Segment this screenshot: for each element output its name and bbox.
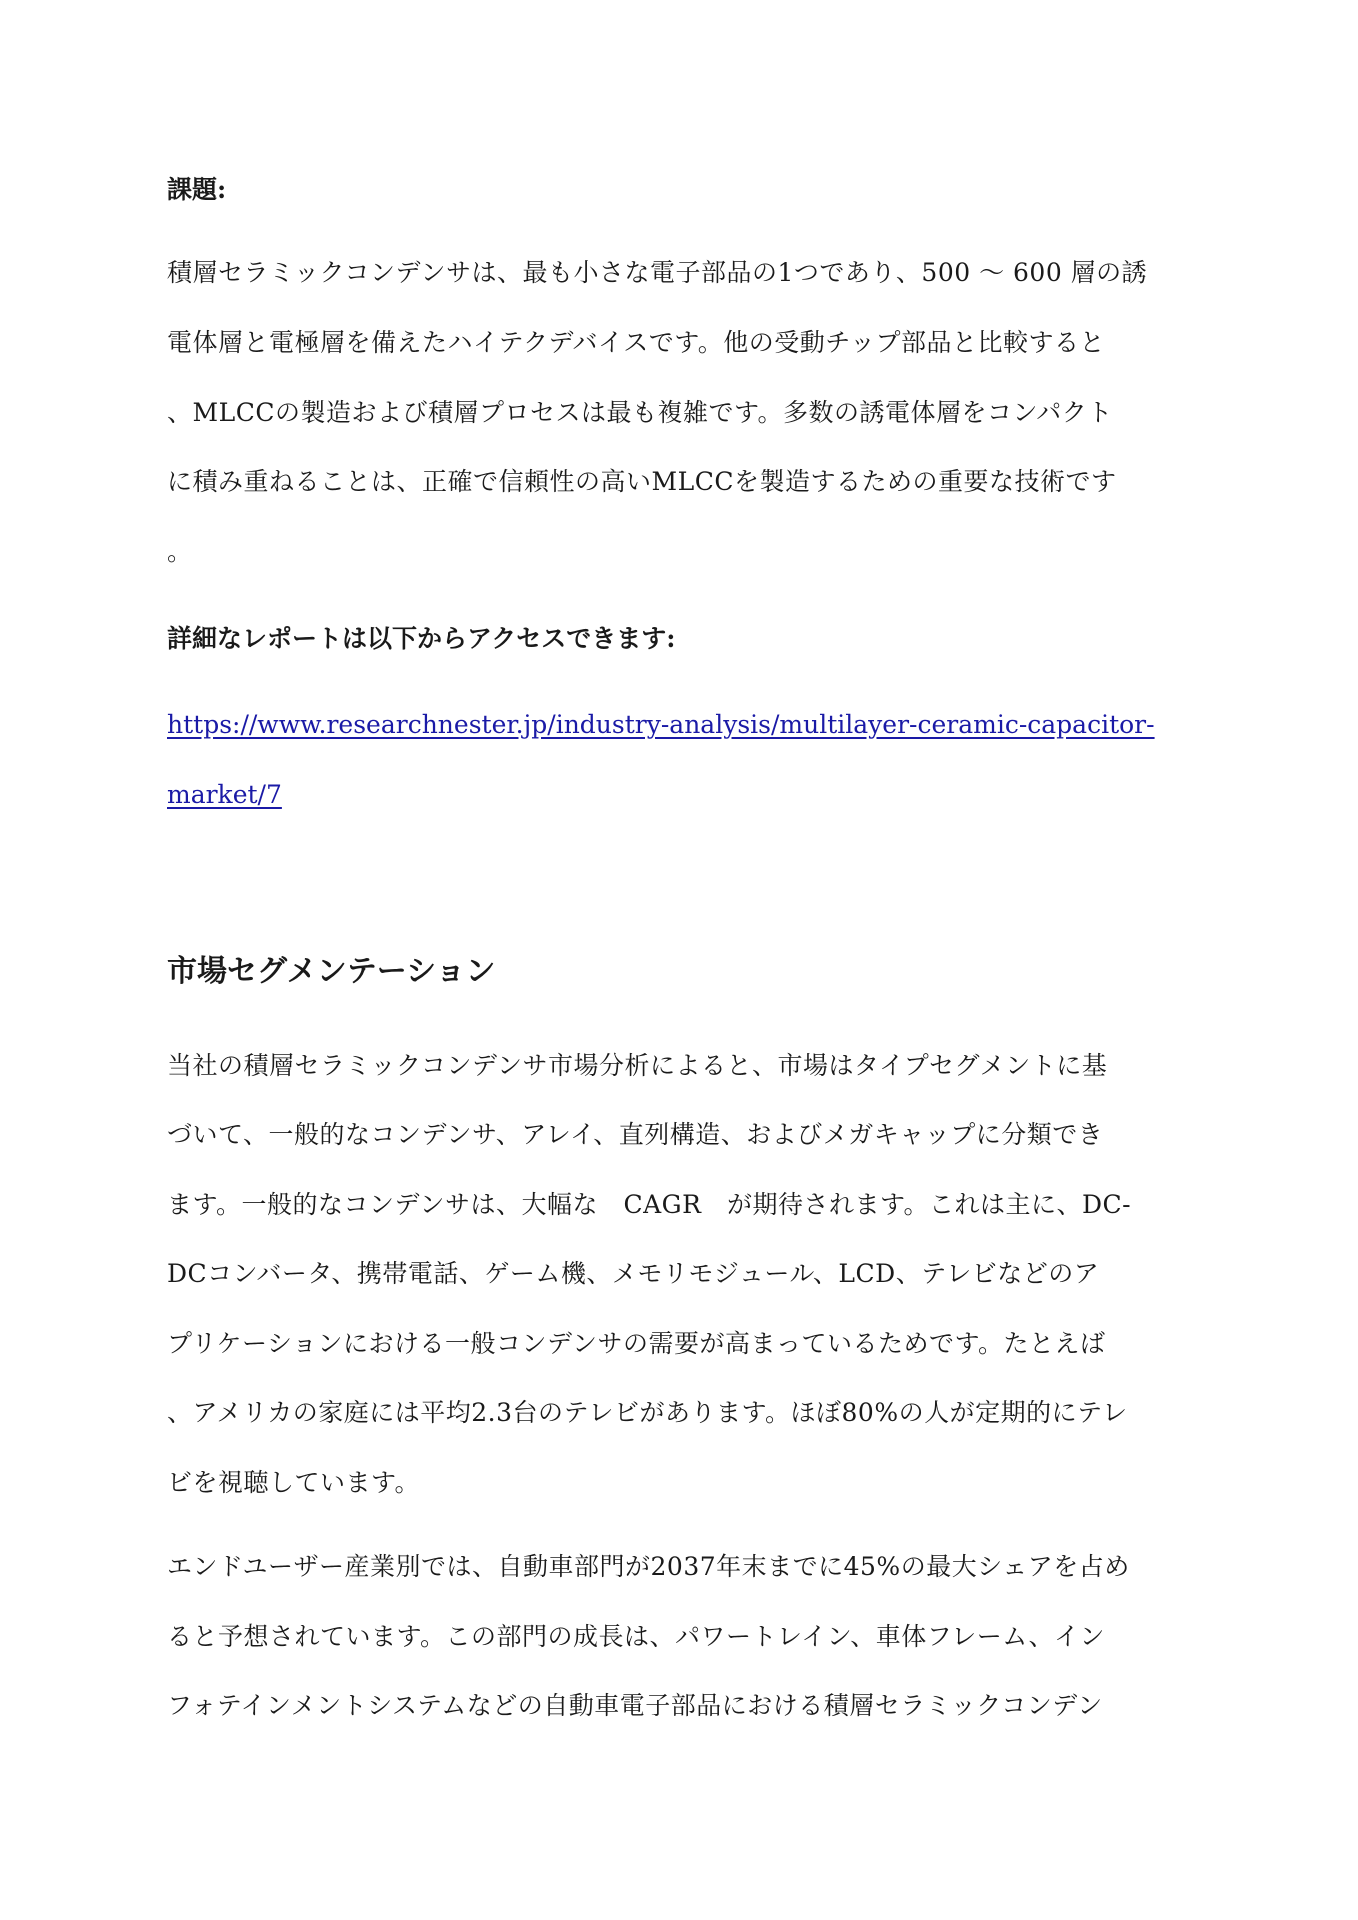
report-link-line-2[interactable]: market/7: [167, 780, 282, 809]
issue-line-4: に積み重ねることは、正確で信頼性の高いMLCCを製造するための重要な技術です: [167, 467, 1117, 496]
segmentation-p1-line-4: DCコンバータ、携帯電話、ゲーム機、メモリモジュール、LCD、テレビなどのア: [167, 1259, 1100, 1288]
segmentation-p1-line-3: ます。一般的なコンデンサは、大幅な CAGR が期待されます。これは主に、DC-: [167, 1190, 1132, 1219]
issue-line-1: 積層セラミックコンデンサは、最も小さな電子部品の1つであり、500 〜 600 層の誘: [167, 258, 1148, 287]
segmentation-p1-line-6: 、アメリカの家庭には平均2.3台のテレビがあります。ほぼ80%の人が定期的にテレ: [167, 1398, 1128, 1427]
segmentation-p1-line-1: 当社の積層セラミックコンデンサ市場分析によると、市場はタイプセグメントに基: [167, 1051, 1108, 1080]
segmentation-heading: 市場セグメンテーション: [167, 954, 496, 989]
segmentation-p2-line-3: フォテインメントシステムなどの自動車電子部品における積層セラミックコンデン: [167, 1691, 1103, 1720]
segmentation-p1-line-7: ビを視聴しています。: [167, 1468, 421, 1497]
issue-label: 課題:: [167, 175, 227, 204]
report-access-label: 詳細なレポートは以下からアクセスできます:: [167, 624, 676, 653]
segmentation-p1-line-2: づいて、一般的なコンデンサ、アレイ、直列構造、およびメガキャップに分類でき: [167, 1120, 1104, 1149]
issue-line-2: 電体層と電極層を備えたハイテクデバイスです。他の受動チップ部品と比較すると: [167, 328, 1106, 357]
report-link-line-1[interactable]: https://www.researchnester.jp/industry-analysis/multilayer-ceramic-capacitor-: [167, 710, 1155, 739]
issue-line-5: 。: [167, 537, 193, 566]
segmentation-p1-line-5: プリケーションにおける一般コンデンサの需要が高まっているためです。たとえば: [167, 1329, 1106, 1358]
segmentation-p2-line-2: ると予想されています。この部門の成長は、パワートレイン、車体フレーム、イン: [167, 1622, 1106, 1651]
segmentation-p2-line-1: エンドユーザー産業別では、自動車部門が2037年末までに45%の最大シェアを占め: [167, 1552, 1130, 1581]
issue-line-3: 、MLCCの製造および積層プロセスは最も複雑です。多数の誘電体層をコンパクト: [167, 398, 1113, 427]
